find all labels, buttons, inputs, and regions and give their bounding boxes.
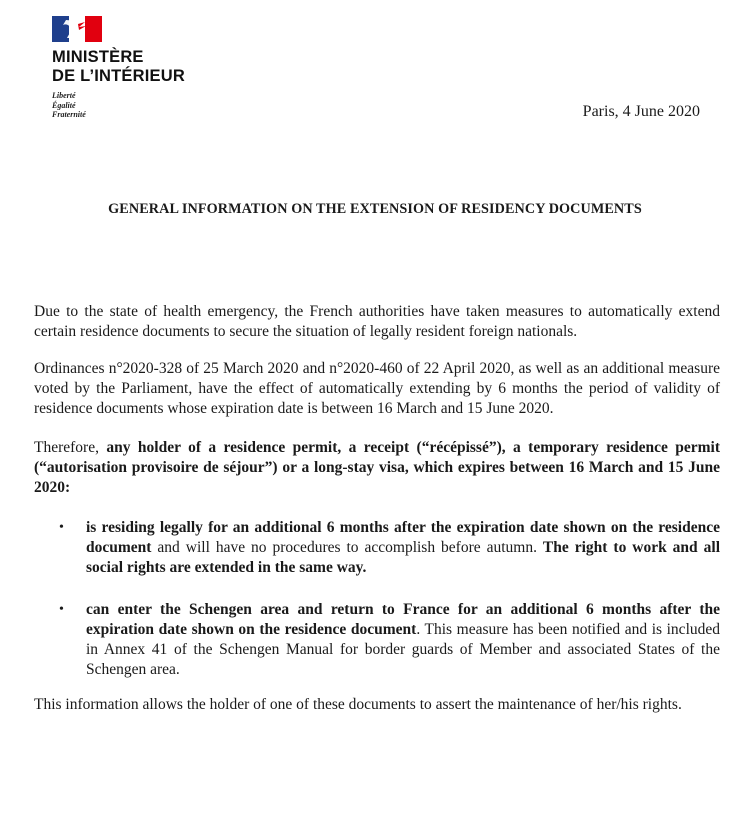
flag-red-stripe	[85, 16, 102, 42]
document-body	[34, 302, 720, 715]
document-title: GENERAL INFORMATION ON THE EXTENSION OF RESIDENCY DOCUMENTS	[108, 201, 642, 217]
paragraph-holders	[34, 438, 720, 498]
bullet-2-bold-lead: can enter the Schengen area and return to France for an additional 6 months after the expiration date shown on the residence document	[86, 601, 720, 638]
republic-motto	[52, 91, 242, 120]
paragraph-health-emergency: Due to the state of health emergency, the French authorities have taken measures to automatically extend certain residence documents to secure the situation of legally resident foreign nationals.	[34, 303, 720, 340]
paragraph-ordinances: Ordinances n°2020-328 of 25 March 2020 and n°2020-460 of 22 April 2020, as well as an additional measure voted by the Parliament, have the effect of automatically extending by 6 months the period of validity of residence documents whose expiration date is between 16 March and 15 June 2020.	[34, 360, 720, 417]
ministry-logo	[52, 16, 242, 120]
paragraph-holders-intro: Therefore,	[34, 439, 107, 456]
list-item	[34, 518, 720, 578]
bullet-icon: •	[59, 520, 64, 535]
paragraph-closing: This information allows the holder of one of these documents to assert the maintenance of her/his rights.	[34, 696, 682, 713]
paragraph-holders-bold: any holder of a residence permit, a receipt (“récépissé”), a temporary residence permit (“autorisation provisoire de séjour”) or a long-stay visa, which expires between 16 March and 15 June 2020:	[34, 439, 721, 496]
ministry-name-line2: DE L’INTÉRIEUR	[52, 67, 185, 85]
bullet-1-bold-tail: The right to work and all social rights are extended in the same way.	[86, 539, 720, 576]
document-date: Paris, 4 June 2020	[582, 103, 700, 120]
ministry-name-line1: MINISTÈRE	[52, 48, 144, 66]
bullet-1-bold-lead: is residing legally for an additional 6 months after the expiration date shown on the residence document	[86, 519, 720, 556]
motto-liberte: Liberté	[52, 91, 76, 100]
motto-fraternite: Fraternité	[52, 110, 86, 119]
marianne-flag-logo	[52, 16, 102, 42]
rights-list	[34, 518, 720, 680]
motto-egalite: Égalité	[52, 100, 76, 110]
bullet-2-text: . This measure has been notified and is included in Annex 41 of the Schengen Manual for border guards of Member and associated States of the Schengen area.	[86, 621, 721, 678]
bullet-1-text: and will have no procedures to accomplish before autumn.	[151, 539, 543, 556]
bullet-icon: •	[59, 602, 64, 617]
list-item	[34, 600, 720, 680]
flag-blue-stripe	[52, 16, 69, 42]
